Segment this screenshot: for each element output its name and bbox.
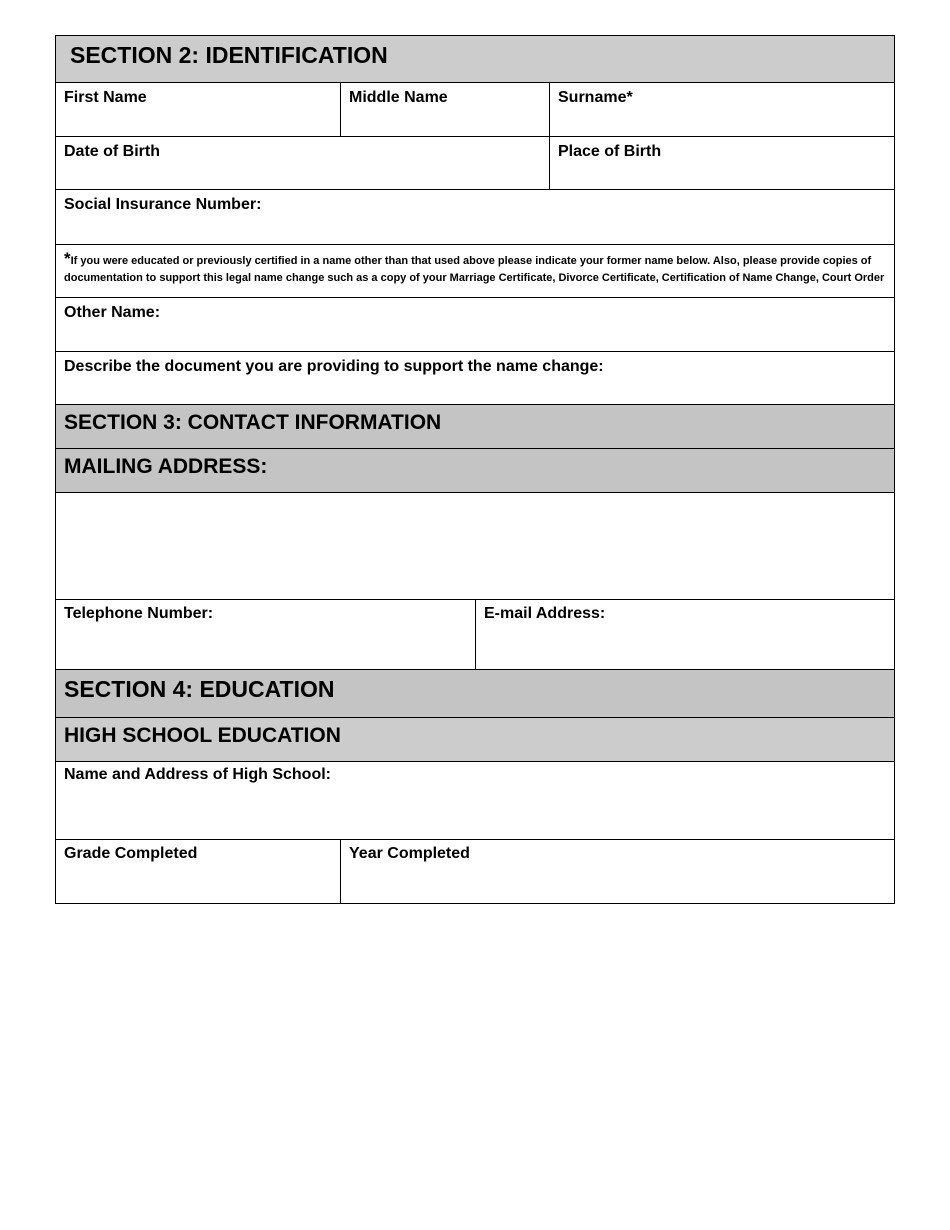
describe-document-field[interactable]: Describe the document you are providing to support the name change: xyxy=(64,358,604,375)
describe-document-row xyxy=(55,352,895,405)
high-school-name-field[interactable]: Name and Address of High School: xyxy=(64,766,331,783)
section2-header xyxy=(55,35,895,83)
section3-title: SECTION 3: CONTACT INFORMATION xyxy=(64,411,442,434)
contact-row xyxy=(55,600,895,670)
email-field[interactable]: E-mail Address: xyxy=(475,600,894,669)
first-name-field[interactable]: First Name xyxy=(64,89,147,106)
place-of-birth-field[interactable]: Place of Birth xyxy=(549,137,894,189)
mailing-address-field[interactable] xyxy=(56,493,894,599)
section3-header xyxy=(55,405,895,449)
high-school-name-row xyxy=(55,762,895,840)
mailing-address-title: MAILING ADDRESS: xyxy=(64,455,268,478)
grade-year-row xyxy=(55,840,895,904)
date-of-birth-field[interactable]: Date of Birth xyxy=(64,143,160,160)
mailing-address-row xyxy=(55,493,895,600)
sin-row xyxy=(55,190,895,245)
note-text: If you were educated or previously certified in a name other than that used above please indicate your former name below. Also, please provide copies of documentation to support this legal name change such as a copy of your Marriage Certificate, Divorce Certificate, Certification of Name Change, Court Order xyxy=(64,255,885,284)
middle-name-field[interactable]: Middle Name xyxy=(340,83,549,136)
year-completed-field[interactable]: Year Completed xyxy=(340,840,894,903)
telephone-field[interactable]: Telephone Number: xyxy=(64,605,214,622)
name-row xyxy=(55,83,895,137)
surname-field[interactable]: Surname* xyxy=(549,83,894,136)
mailing-address-header xyxy=(55,449,895,493)
grade-completed-field[interactable]: Grade Completed xyxy=(64,845,198,862)
birth-row xyxy=(55,137,895,190)
name-change-note xyxy=(56,245,894,297)
name-change-note-row xyxy=(55,245,895,298)
section4-title: SECTION 4: EDUCATION xyxy=(64,676,335,702)
other-name-row xyxy=(55,298,895,352)
other-name-field[interactable]: Other Name: xyxy=(64,304,161,321)
note-asterisk: * xyxy=(64,249,71,268)
section2-title: SECTION 2: IDENTIFICATION xyxy=(70,42,388,68)
section4-header xyxy=(55,670,895,718)
application-form xyxy=(55,35,895,904)
sin-field[interactable]: Social Insurance Number: xyxy=(64,196,262,213)
high-school-title: HIGH SCHOOL EDUCATION xyxy=(64,724,341,747)
high-school-header xyxy=(55,718,895,762)
